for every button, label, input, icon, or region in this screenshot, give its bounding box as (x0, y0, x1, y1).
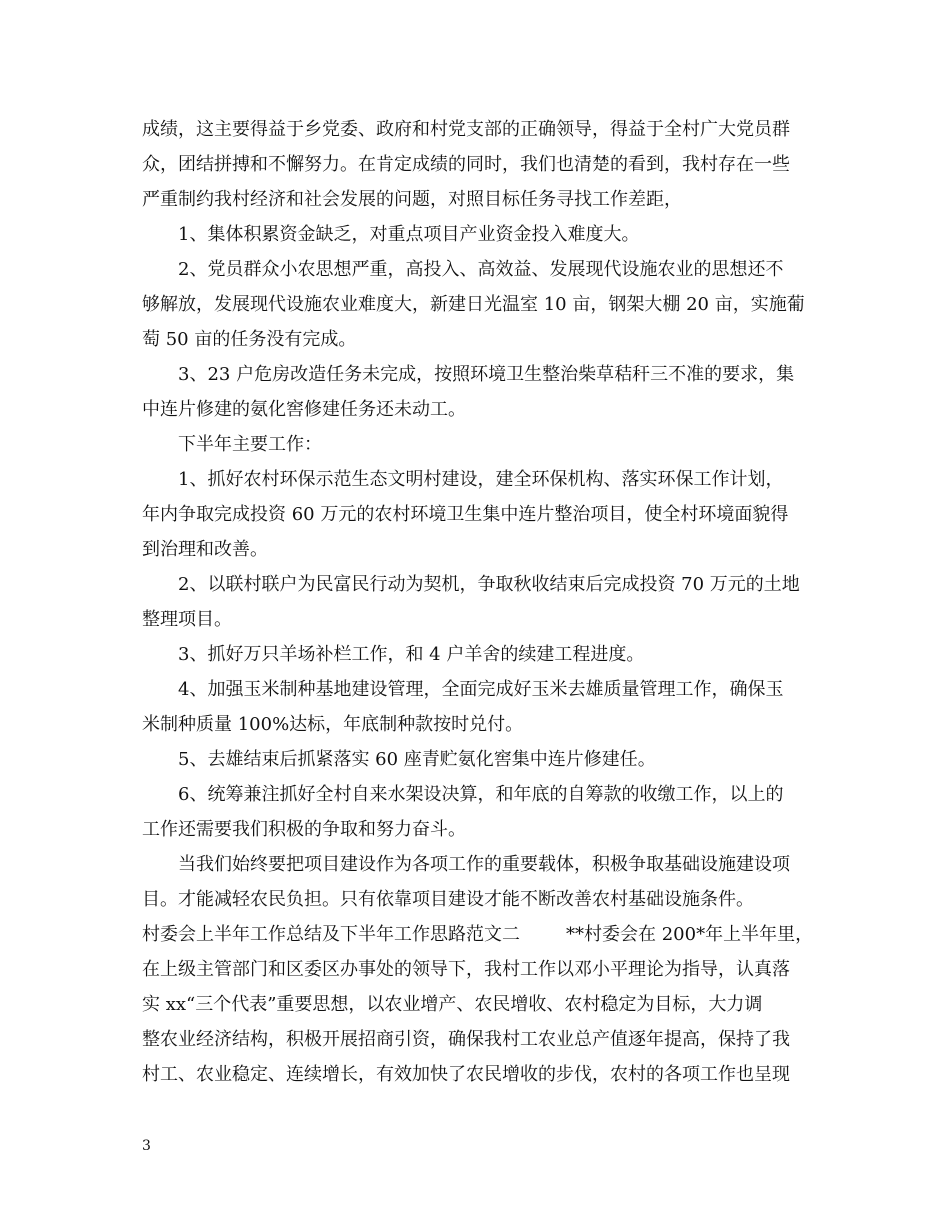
text-line: 实 xx“三个代表”重要思想，以农业增产、农民增收、农村稳定为目标，大力调 (142, 994, 763, 1015)
text-line: 2、以联村联户为民富民行动为契机，争取秋收结束后完成投资 70 万元的土地 (178, 574, 800, 595)
text-line: 严重制约我村经济和社会发展的问题，对照目标任务寻找工作差距， (142, 189, 682, 210)
section-first-line-text: **村委会在 200*年上半年里， (566, 924, 814, 945)
section-title-line (142, 923, 832, 947)
text-line: 2、党员群众小农思想严重，高投入、高效益、发展现代设施农业的思想还不 (178, 259, 784, 280)
text-line: 1、抓好农村环保示范生态文明村建设，建全环保机构、落实环保工作计划， (178, 469, 784, 490)
text-line: 米制种质量 100%达标，年底制种款按时兑付。 (142, 714, 524, 735)
text-line: 中连片修建的氨化窖修建任务还未动工。 (142, 399, 466, 420)
text-line: 成绩，这主要得益于乡党委、政府和村党支部的正确领导，得益于全村广大党员群 (142, 119, 790, 140)
text-line: 众，团结拼搏和不懈努力。在肯定成绩的同时，我们也清楚的看到，我村存在一些 (142, 154, 790, 175)
text-line: 年内争取完成投资 60 万元的农村环境卫生集中连片整治项目，使全村环境面貌得 (142, 504, 789, 525)
text-line: 6、统筹兼注抓好全村自来水架设决算，和年底的自筹款的收缴工作，以上的 (178, 784, 784, 805)
text-line: 在上级主管部门和区委区办事处的领导下，我村工作以邓小平理论为指导，认真落 (142, 959, 790, 980)
text-line: 村工、农业稳定、连续增长，有效加快了农民增收的步伐，农村的各项工作也呈现 (142, 1064, 790, 1085)
section-heading: 下半年主要工作： (178, 434, 322, 455)
text-line: 目。才能减轻农民负担。只有依靠项目建设才能不断改善农村基础设施条件。 (142, 889, 754, 910)
text-line: 到治理和改善。 (142, 539, 268, 560)
text-line: 3、23 户危房改造任务未完成，按照环境卫生整治柴草秸秆三不准的要求，集 (178, 364, 795, 385)
text-line: 5、去雄结束后抓紧落实 60 座青贮氨化窖集中连片修建任。 (178, 749, 656, 770)
section-title: 村委会上半年工作总结及下半年工作思路范文二 (142, 924, 520, 945)
text-line: 1、集体积累资金缺乏，对重点项目产业资金投入难度大。 (178, 224, 640, 245)
text-line: 3、抓好万只羊场补栏工作，和 4 户羊舍的续建工程进度。 (178, 644, 645, 665)
text-line: 够解放，发展现代设施农业难度大，新建日光温室 10 亩，钢架大棚 20 亩，实施葡 (142, 294, 805, 315)
text-line: 萄 50 亩的任务没有完成。 (142, 329, 357, 350)
text-line: 当我们始终要把项目建设作为各项工作的重要载体，积极争取基础设施建设项 (178, 854, 790, 875)
text-line: 工作还需要我们积极的争取和努力奋斗。 (142, 819, 466, 840)
page-number: 3 (142, 1138, 151, 1154)
text-line: 整理项目。 (142, 609, 232, 630)
text-line: 整农业经济结构，积极开展招商引资，确保我村工农业总产值逐年提高，保持了我 (142, 1029, 790, 1050)
text-line: 4、加强玉米制种基地建设管理，全面完成好玉米去雄质量管理工作，确保玉 (178, 679, 784, 700)
